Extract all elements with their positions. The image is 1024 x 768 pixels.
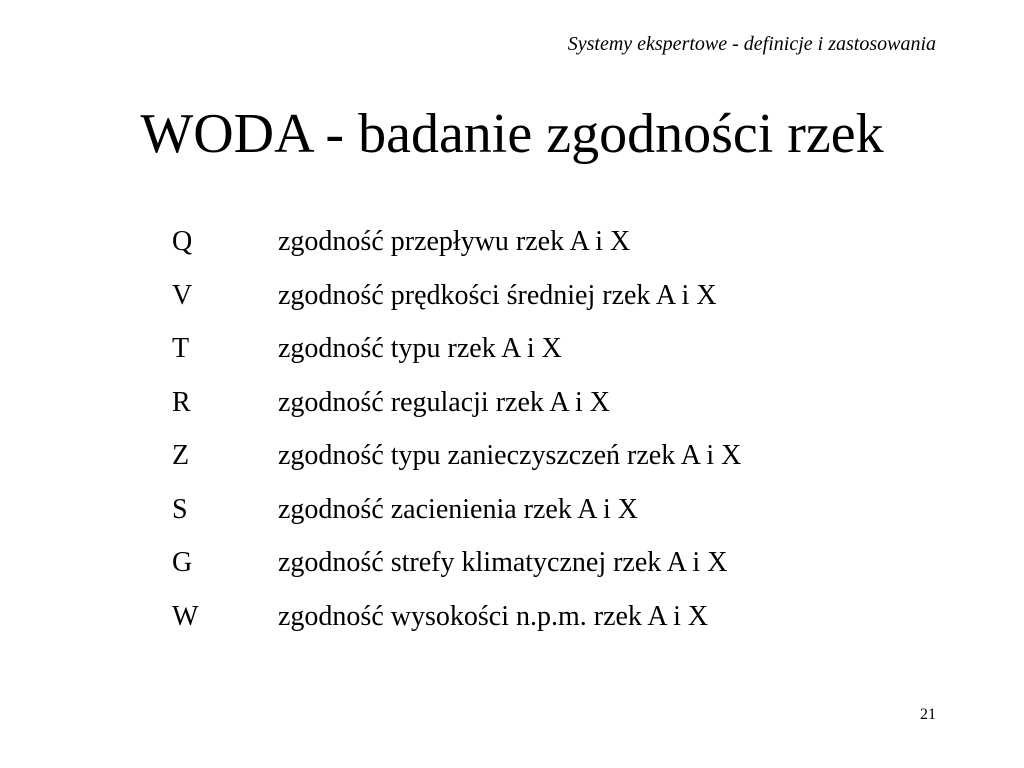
list-item: [172, 597, 741, 651]
list-item: [172, 490, 741, 544]
item-code: R: [172, 386, 191, 418]
list-item: [172, 543, 741, 597]
page-number: 21: [920, 706, 936, 723]
item-description: zgodność typu zanieczyszczeń rzek A i X: [278, 440, 742, 471]
list-item: [172, 222, 741, 276]
slide-title: WODA - badanie zgodności rzek: [140, 103, 884, 165]
item-code: Z: [172, 440, 190, 471]
header-note: Systemy ekspertowe - definicje i zastosowania: [567, 33, 936, 55]
list-item: [172, 436, 741, 490]
item-description: zgodność wysokości n.p.m. rzek A i X: [278, 600, 709, 632]
item-code: T: [172, 333, 190, 364]
item-description: zgodność regulacji rzek A i X: [278, 386, 611, 418]
item-code: S: [172, 493, 188, 525]
list-item: [172, 383, 741, 437]
item-description: zgodność przepływu rzek A i X: [278, 226, 631, 257]
list-item: [172, 329, 741, 383]
item-description: zgodność strefy klimatycznej rzek A i X: [278, 547, 728, 578]
definition-list: [172, 222, 741, 650]
item-code: V: [172, 279, 193, 311]
item-description: zgodność zacienienia rzek A i X: [278, 493, 638, 525]
item-code: G: [172, 547, 193, 578]
item-code: Q: [172, 226, 193, 257]
list-item: [172, 276, 741, 330]
item-description: zgodność typu rzek A i X: [278, 333, 562, 364]
item-code: W: [172, 600, 199, 632]
item-description: zgodność prędkości średniej rzek A i X: [278, 279, 717, 311]
